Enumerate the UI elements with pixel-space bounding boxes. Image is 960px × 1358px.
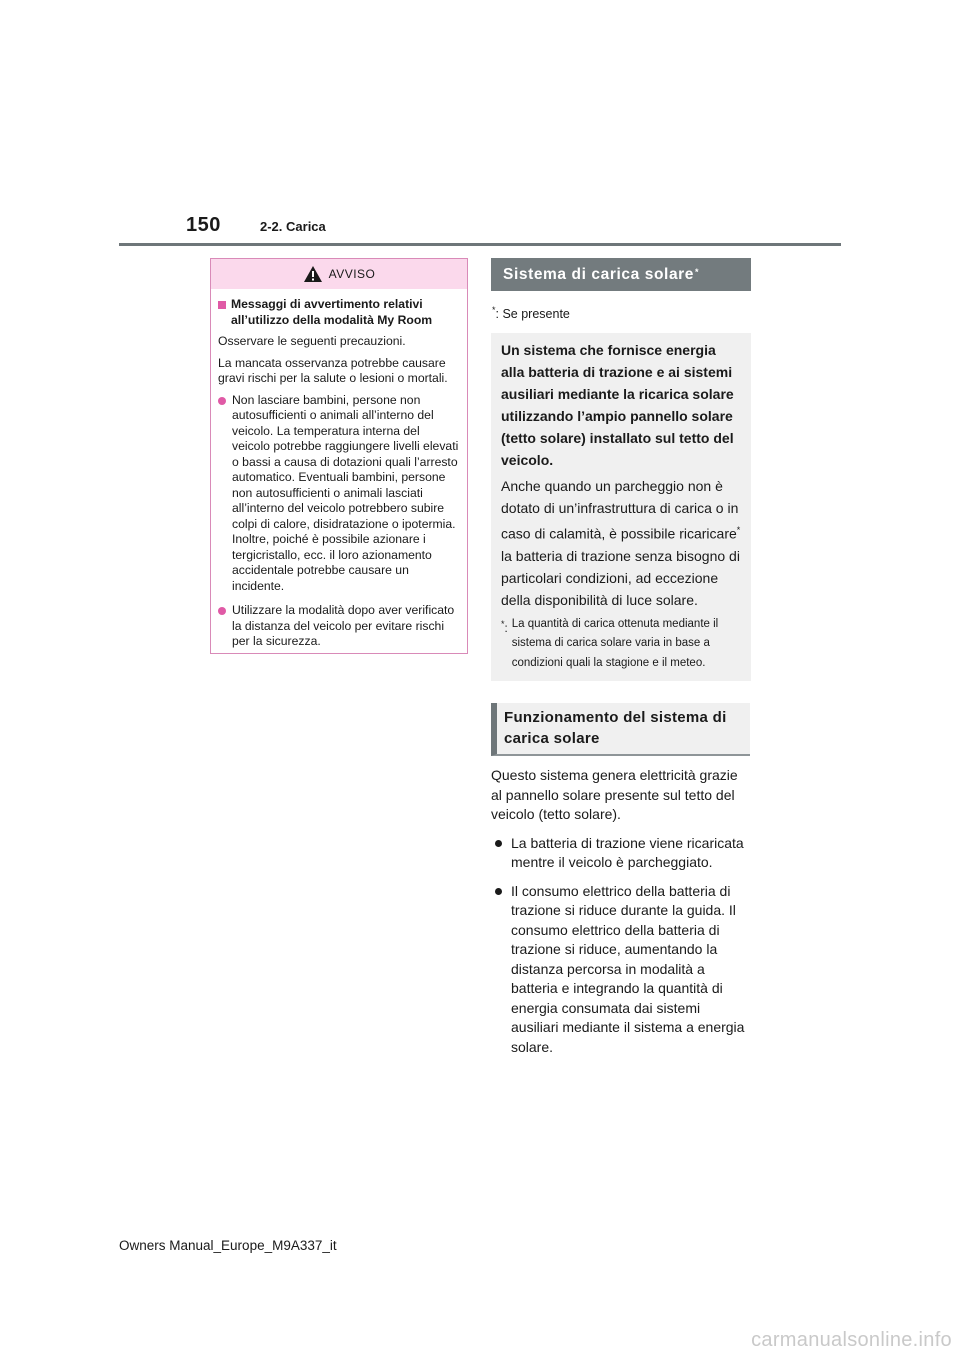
manual-footer: Owners Manual_Europe_M9A337_it: [119, 1238, 337, 1253]
warning-list-item: [218, 393, 459, 595]
availability-footnote: [491, 305, 751, 321]
warning-item-text: Non lasciare bambini, persone non autosufficienti o animali all’interno del veicolo. La temperatura interna del veicolo potrebbe raggiungere livelli elevati o bassi a causa di dotazioni quali l’arresto automatico. Eventuali bambini, persone non autosufficienti o animali lasciati all’interno del veicolo potrebbero subire colpi di calore, disidratazione o ipotermia. Inoltre, poiché è possibile azionare i tergicristallo, ecc. il loro azionamento accidentale potrebbe causare un incidente.: [232, 392, 459, 593]
solar-note: [501, 615, 741, 674]
page-number: 150: [186, 214, 221, 236]
intro-text-part: Anche quando un parcheggio non è dotato di un’infrastruttura di carica o in caso di calamità, è possibile ricaricare: [501, 478, 739, 542]
solar-note-text: La quantità di carica ottenuta mediante il sistema di carica solare varia in base a condizioni quali la stagione e il meteo.: [511, 617, 719, 669]
operation-list-item: [491, 882, 751, 1058]
warning-title: [218, 297, 459, 328]
warning-title-text: Messaggi di avvertimento relativi all’utilizzo della modalità My Room: [231, 297, 433, 327]
section-label: 2-2. Carica: [260, 219, 326, 234]
intro-text-part: la batteria di trazione senza bisogno di particolari condizioni, ad eccezione della disponibilità di luce solare.: [501, 547, 740, 608]
square-bullet-icon: [218, 301, 226, 309]
circle-bullet-icon: [218, 397, 226, 405]
operation-list-item: [491, 834, 751, 873]
solar-intro-text: [501, 475, 741, 611]
warning-header: [211, 259, 467, 289]
warning-box: [210, 258, 468, 654]
right-column: [491, 258, 751, 1057]
note-asterisk: *: [501, 618, 505, 629]
watermark: carmanualsonline.info: [751, 1329, 952, 1351]
operation-item-text: La batteria di trazione viene ricaricata mentre il veicolo è parcheggiato.: [511, 834, 744, 871]
operation-item-text: Il consumo elettrico della batteria di trazione si riduce durante la guida. Il consumo elettrico della batteria di trazione si riduce, aumentando la distanza percorsa in modalità a batteria e integrando la quantità di energia consumata dai sistemi ausiliari mediante il sistema a energia solare.: [511, 882, 745, 1055]
operation-heading: Funzionamento del sistema di carica solare: [491, 703, 750, 756]
warning-triangle-icon: [303, 265, 323, 283]
footnote-text: : Se presente: [495, 307, 570, 322]
footnote-asterisk: *: [492, 305, 496, 315]
bullet-dot-icon: [495, 888, 502, 895]
solar-heading-asterisk: *: [695, 266, 700, 277]
note-mark: [501, 615, 508, 674]
solar-heading-text: Sistema di carica solare: [503, 265, 695, 283]
warning-item-text: Utilizzare la modalità dopo aver verificato la distanza del veicolo per evitare rischi per la sicurezza.: [232, 603, 455, 648]
bullet-dot-icon: [495, 840, 502, 847]
operation-body: Questo sistema genera elettricità grazie al pannello solare presente sul tetto del veicolo (tetto solare).: [491, 767, 738, 823]
warning-body: [211, 289, 467, 650]
solar-intro-bold: Un sistema che fornisce energia alla batteria di trazione e ai sistemi ausiliari mediante la ricarica solare utilizzando l’ampio pannello solare (tetto solare) installato sul tetto del veicolo.: [501, 342, 734, 469]
solar-intro-box: [491, 333, 751, 681]
intro-asterisk: *: [736, 525, 741, 536]
header-rule: [119, 243, 841, 246]
warning-list-item: [218, 603, 459, 650]
circle-bullet-icon: [218, 607, 226, 615]
warning-paragraph: Osservare le seguenti precauzioni.: [218, 334, 406, 348]
note-colon: :: [504, 622, 508, 635]
warning-label: AVVISO: [328, 267, 376, 281]
solar-heading: [491, 258, 751, 291]
warning-paragraph: La mancata osservanza potrebbe causare gravi rischi per la salute o lesioni o mortali.: [218, 355, 448, 385]
